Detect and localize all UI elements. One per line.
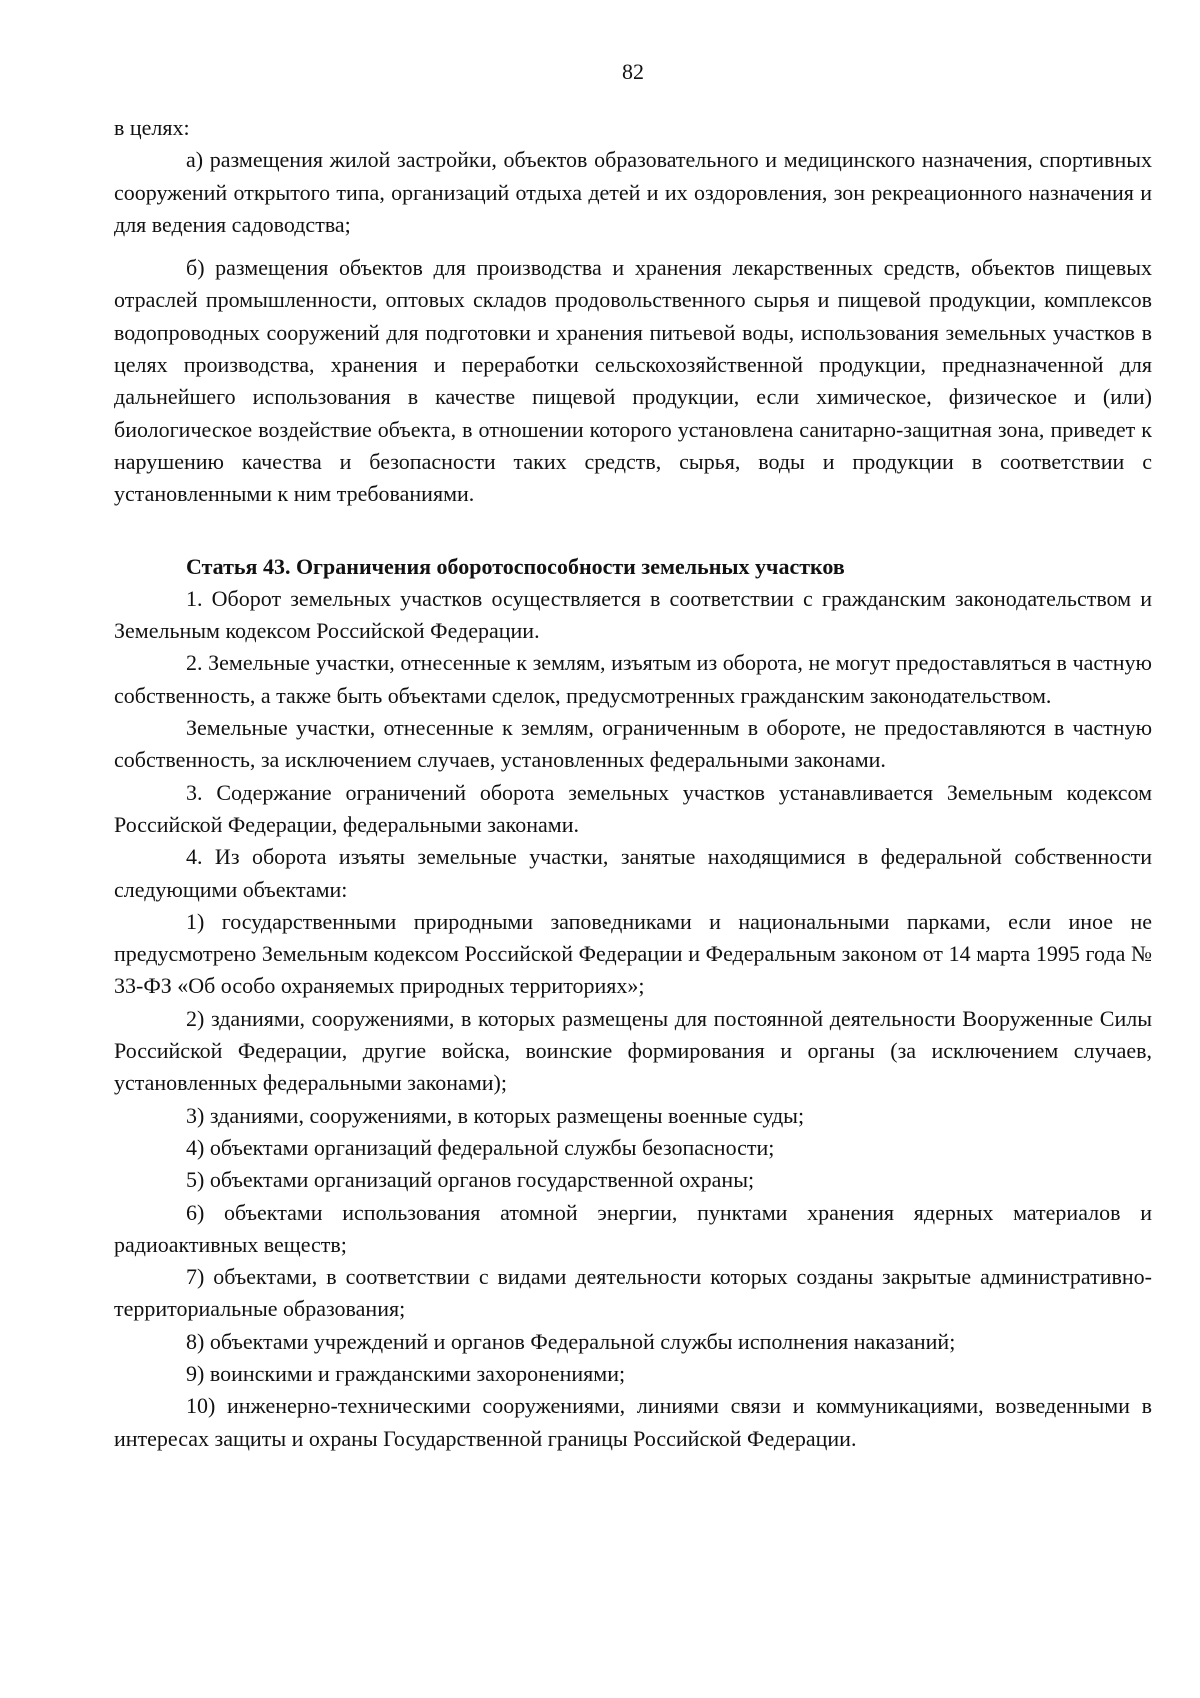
list-item-1: 1) государственными природными заповедниками и национальными парками, если иное не предусмотрено Земельным кодексом Российской Федерации и Федеральным законом от 14 марта 1995 года № 33-ФЗ «Об особо охраняемых природных территориях»; [114, 908, 1152, 999]
list-item-8: 8) объектами учреждений и органов Федеральной службы исполнения наказаний; [186, 1328, 956, 1354]
list-item-2: 2) зданиями, сооружениями, в которых размещены для постоянной деятельности Вооруженные Силы Российской Федерации, другие войска, воинские формирования и органы (за исключением случаев, установленных федеральными законами); [114, 1005, 1152, 1096]
list-item-6: 6) объектами использования атомной энергии, пунктами хранения ядерных материалов и радиоактивных веществ; [114, 1199, 1152, 1257]
list-item-5: 5) объектами организаций органов государственной охраны; [186, 1167, 755, 1193]
document-body [114, 112, 1152, 1455]
list-item-9: 9) воинскими и гражданскими захоронениями; [186, 1360, 626, 1386]
clause-2-continuation-paragraph: Земельные участки, отнесенные к землям, ограниченным в обороте, не предоставляются в частную собственность, за исключением случаев, установленных федеральными законами. [114, 715, 1152, 773]
list-item-3: 3) зданиями, сооружениями, в которых размещены военные суды; [186, 1102, 805, 1128]
clause-1-paragraph: 1. Оборот земельных участков осуществляется в соответствии с гражданским законодательством и Земельным кодексом Российской Федерации. [114, 585, 1152, 644]
item-b-paragraph: б) размещения объектов для производства и хранения лекарственных средств, объектов пищевых отраслей промышленности, оптовых складов продовольственного сырья и пищевой продукции, комплексов водопроводных сооружений для подготовки и хранения питьевой воды, использования земельных участков в целях производства, хранения и переработки сельскохозяйственной продукции, предназначенной для дальнейшего использования в качестве пищевой продукции, если химическое, физическое и (или) биологическое воздействие объекта, в отношении которого установлена санитарно-защитная зона, приведет к нарушению качества и безопасности таких средств, сырья, воды и продукции в соответствии с установленными к ним требованиями. [114, 255, 1152, 507]
intro-paragraph: в целях: [114, 115, 190, 140]
article-heading: Статья 43. Ограничения оборотоспособности земельных участков [186, 553, 845, 579]
page-number: 82 [622, 59, 644, 84]
item-a-paragraph: а) размещения жилой застройки, объектов образовательного и медицинского назначения, спортивных сооружений открытого типа, организаций отдыха детей и их оздоровления, зон рекреационного назначения и для ведения садоводства; [114, 147, 1152, 237]
list-item-4: 4) объектами организаций федеральной службы безопасности; [186, 1134, 775, 1160]
list-item-10: 10) инженерно-техническими сооружениями, линиями связи и коммуникациями, возведенными в интересах защиты и охраны Государственной границы Российской Федерации. [114, 1393, 1152, 1451]
clause-3-paragraph: 3. Содержание ограничений оборота земельных участков устанавливается Земельным кодексом Российской Федерации, федеральными законами. [114, 779, 1152, 837]
clause-4-paragraph: 4. Из оборота изъяты земельные участки, занятые находящимися в федеральной собственности следующими объектами: [114, 844, 1152, 902]
clause-2-paragraph: 2. Земельные участки, отнесенные к землям, изъятым из оборота, не могут предоставляться в частную собственность, а также быть объектами сделок, предусмотренных гражданским законодательством. [114, 650, 1152, 708]
list-item-7: 7) объектами, в соответствии с видами деятельности которых созданы закрытые административно-территориальные образования; [114, 1264, 1152, 1322]
